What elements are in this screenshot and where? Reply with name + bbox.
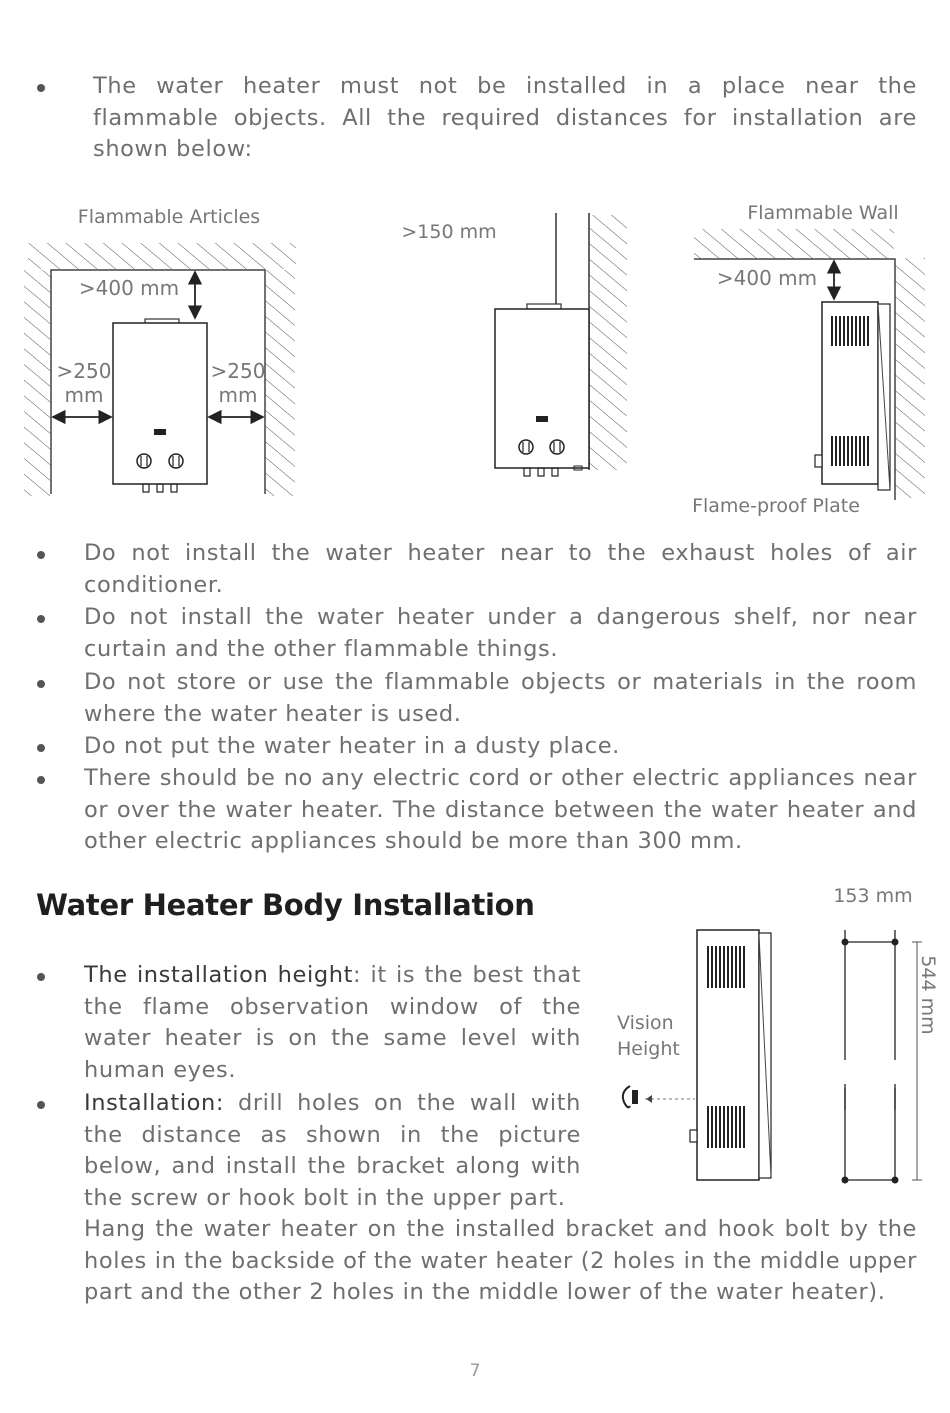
label-right-gap-value: >250: [210, 359, 266, 383]
installation-height-item: [84, 960, 581, 1086]
clearance-diagram-front: [24, 206, 296, 496]
label-height-544: 544 mm: [917, 955, 939, 1035]
label-vision-height-line2: Height: [617, 1038, 680, 1060]
bullet-marker: [37, 551, 45, 559]
installation-height-text: : it is the best that the flame observation window of the water heater is on the same level with human eyes.: [84, 962, 581, 1083]
list-item: Do not install the water heater under a dangerous shelf, nor near curtain and the other flammable things.: [84, 604, 917, 662]
clearance-diagram-side-gap: [401, 213, 627, 476]
eye-icon: [623, 1086, 695, 1107]
section-title: Water Heater Body Installation: [36, 888, 535, 922]
label-vision-height-line1: Vision: [617, 1012, 674, 1034]
heater-unit-middle: [495, 304, 589, 476]
list-item: Do not put the water heater in a dusty place.: [84, 733, 620, 759]
label-top-gap-profile: >400 mm: [716, 266, 818, 290]
label-width-153: 153 mm: [833, 885, 913, 907]
installation-continued: Hang the water heater on the installed bracket and hook bolt by the holes in the backside of the water heater (2 holes in the middle upper part and the other 2 holes in the middle lower of the water heater).: [84, 1216, 917, 1305]
clearance-diagram-profile: [692, 202, 925, 517]
label-left-gap-value: >250: [56, 359, 112, 383]
bullet-marker: [37, 973, 45, 981]
page-number: 7: [469, 1361, 481, 1381]
installation-height-term: The installation height: [84, 962, 353, 988]
bullet-marker: [37, 680, 45, 688]
hatched-ceiling: [28, 243, 296, 269]
heater-unit-profile: [815, 302, 890, 490]
list-item: Do not store or use the flammable objects or materials in the room where the water heater is used.: [84, 669, 917, 727]
label-top-gap-front: >400 mm: [78, 276, 180, 300]
hatched-wall-middle: [589, 215, 627, 470]
bullet-marker: [37, 615, 45, 623]
label-flammable-articles: Flammable Articles: [77, 206, 261, 228]
clearance-diagrams: [0, 0, 950, 530]
hatched-wall-right: [265, 270, 295, 496]
label-flame-proof-plate: Flame-proof Plate: [692, 495, 860, 517]
heater-unit-front: [113, 319, 207, 492]
hatched-wall-left: [24, 270, 51, 496]
label-right-gap-unit: mm: [218, 383, 258, 407]
installation-text: drill holes on the wall with the distance as shown in the picture below, and install the bracket along with the screw or hook bolt in the upper part.: [84, 1090, 581, 1211]
bullet-marker: [37, 744, 45, 752]
installation-item: [84, 1088, 581, 1214]
list-item: Do not install the water heater near to the exhaust holes of air conditioner.: [84, 540, 917, 598]
installation-term: Installation:: [84, 1090, 224, 1116]
list-item: There should be no any electric cord or other electric appliances near or over the water heater. The distance between the water heater and other electric appliances should be more than 300 mm.: [84, 765, 917, 854]
hole-spacing-diagram: [840, 930, 922, 1184]
label-side-gap: >150 mm: [401, 221, 497, 243]
intro-paragraph: The water heater must not be installed in a place near the flammable objects. All the required distances for installation are shown below:: [93, 73, 917, 162]
hatched-ceiling-right: [694, 229, 894, 259]
hatched-wall-right-profile: [895, 258, 925, 498]
label-left-gap-unit: mm: [64, 383, 104, 407]
bullet-marker: [37, 776, 45, 784]
heater-side-view: [690, 930, 771, 1180]
bullet-marker: [37, 1101, 45, 1109]
label-flammable-wall: Flammable Wall: [747, 202, 899, 224]
